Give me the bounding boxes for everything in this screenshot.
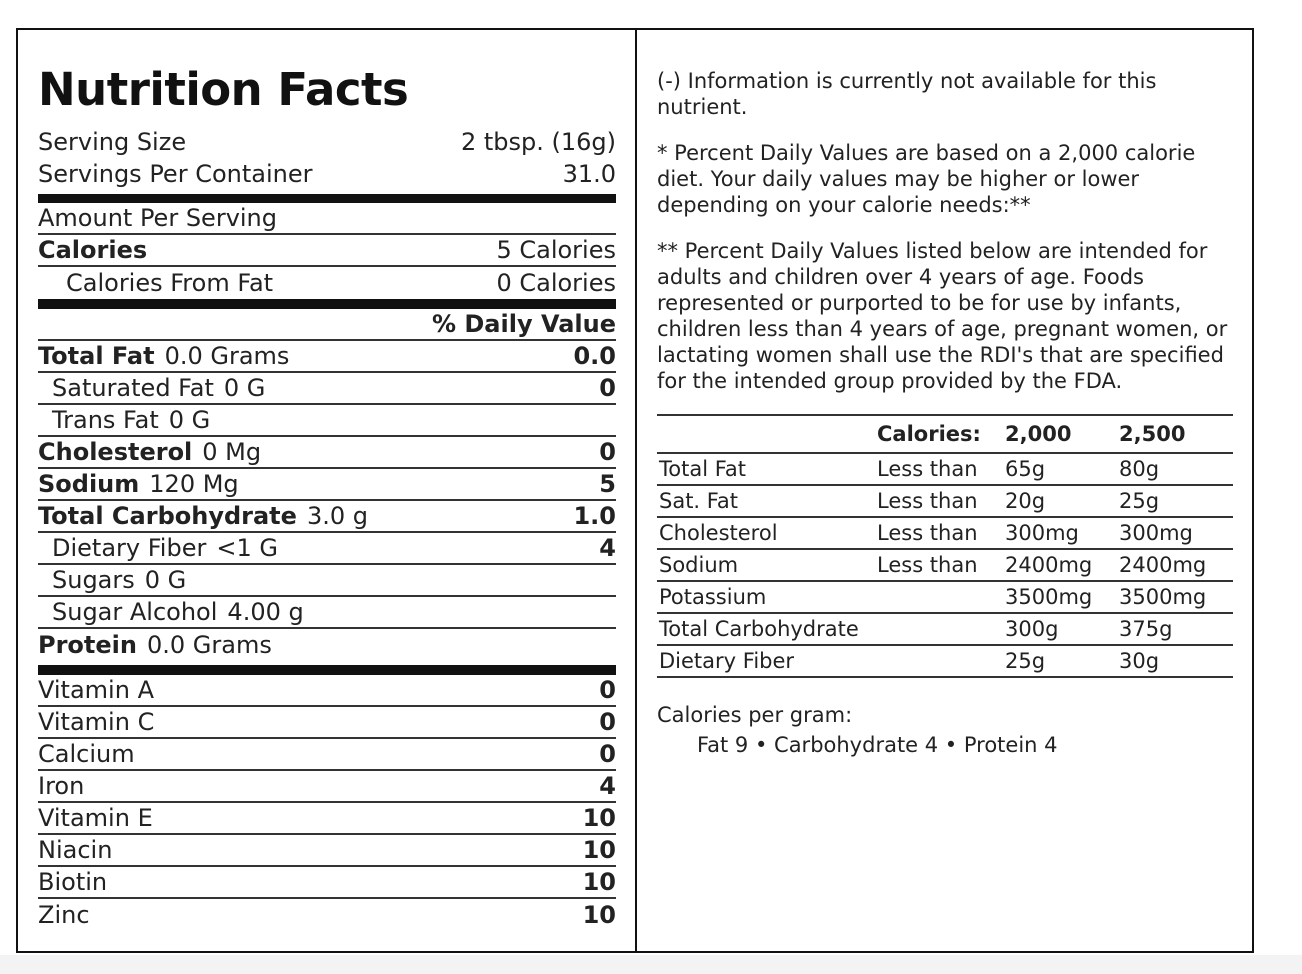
thick-separator [38,194,616,203]
nutrient-amount: 4.00 g [227,598,304,626]
vitamin-name: Vitamin E [38,804,153,832]
medium-separator [38,299,616,309]
nutrient-amount: 0 G [144,566,187,594]
medium-separator [38,665,616,675]
ref-value-2000: 300mg [1005,521,1079,545]
nutrient-name: Cholesterol [38,438,193,466]
vitamin-name: Biotin [38,868,108,896]
ref-qualifier: Less than [877,521,978,545]
nutrient-dv: 0 [599,374,616,402]
vitamin-name: Calcium [38,740,135,768]
ref-nutrient-name: Dietary Fiber [659,649,795,673]
nutrient-row [38,565,616,597]
reference-table-row [657,486,1233,518]
vitamin-dv: 10 [582,868,616,896]
vitamin-row [38,707,616,739]
nutrient-dv: 0.0 [573,342,616,370]
nutrient-amount: 0 Mg [202,438,262,466]
nutrient-row [38,629,616,661]
nutrient-row [38,597,616,629]
nutrient-amount: 120 Mg [149,470,239,498]
reference-table-row [657,454,1233,486]
ref-nutrient-name: Total Carbohydrate [659,617,859,641]
nutrient-name: Total Carbohydrate [38,502,297,530]
ref-value-2500: 80g [1119,457,1160,481]
reference-table-row [657,646,1233,678]
reference-table-row [657,550,1233,582]
vitamin-row [38,835,616,867]
vitamin-dv: 10 [582,804,616,832]
amount-per-serving-label: Amount Per Serving [38,204,278,232]
daily-values-reference-table [657,414,1233,678]
calories-value: 5 Calories [496,236,616,264]
vitamin-row [38,739,616,771]
note-rdi: ** Percent Daily Values listed below are intended for adults and children over 4 years of age. Foods represented or purported to be for use by infants, children less than 4 years of age, pregnant women, or lactating women shall use the RDI's that are specified for the intended group provided by the FDA. [657,239,1228,393]
vitamin-name: Iron [38,772,85,800]
calories-2000-header: 2,000 [1005,422,1072,446]
ref-value-2000: 25g [1005,649,1046,673]
vitamin-row [38,867,616,899]
amount-per-serving-row [38,203,616,235]
ref-value-2000: 300g [1005,617,1059,641]
nutrient-row [38,533,616,565]
ref-value-2000: 2400mg [1005,553,1093,577]
calories-per-gram-label: Calories per gram: [657,703,853,727]
nutrient-amount: <1 G [216,534,278,562]
nutrient-amount: 3.0 g [306,502,368,530]
daily-value-header: % Daily Value [431,310,616,338]
ref-value-2500: 25g [1119,489,1160,513]
page-bottom-strip [0,955,1302,974]
calories-header-label: Calories: [877,422,981,446]
nutrient-name: Total Fat [38,342,155,370]
nutrient-amount: 0 G [223,374,266,402]
ref-nutrient-name: Cholesterol [659,521,778,545]
ref-qualifier: Less than [877,489,978,513]
ref-nutrient-name: Potassium [659,585,767,609]
reference-table-row [657,518,1233,550]
ref-nutrient-name: Total Fat [659,457,746,481]
ref-value-2000: 3500mg [1005,585,1093,609]
nutrient-name: Trans Fat [52,406,159,434]
servings-per-container-label: Servings Per Container [38,160,313,188]
nutrient-name: Protein [38,631,137,659]
ref-nutrient-name: Sat. Fat [659,489,739,513]
calories-from-fat-row [38,267,616,299]
reference-table-row [657,582,1233,614]
center-divider [635,28,637,953]
serving-size-label: Serving Size [38,128,187,156]
nutrient-dv: 5 [599,470,616,498]
vitamin-name: Vitamin C [38,708,155,736]
vitamin-dv: 0 [599,708,616,736]
vitamin-name: Zinc [38,901,90,929]
reference-table-header [657,414,1233,454]
serving-size-row [38,126,616,158]
nutrient-dv: 0 [599,438,616,466]
nutrient-amount: 0 G [168,406,211,434]
vitamin-name: Niacin [38,836,113,864]
nutrient-row [38,405,616,437]
nutrient-row [38,341,616,373]
ref-value-2500: 375g [1119,617,1173,641]
daily-values-panel [657,68,1235,760]
vitamin-dv: 0 [599,676,616,704]
nutrient-dv: 1.0 [573,502,616,530]
nutrient-row [38,469,616,501]
nutrient-amount: 0.0 Grams [146,631,272,659]
nutrient-row [38,373,616,405]
vitamin-dv: 10 [582,836,616,864]
serving-size-value: 2 tbsp. (16g) [460,128,616,156]
ref-value-2500: 2400mg [1119,553,1207,577]
nutrient-name: Sugars [52,566,135,594]
vitamin-row [38,803,616,835]
vitamin-row [38,899,616,931]
vitamin-dv: 10 [582,901,616,929]
calories-per-gram [657,700,1235,760]
vitamin-row [38,771,616,803]
nutrition-facts-panel [38,60,616,931]
daily-value-header-row [38,309,616,341]
nutrient-row [38,501,616,533]
ref-value-2000: 20g [1005,489,1046,513]
nutrient-name: Sugar Alcohol [52,598,218,626]
ref-value-2500: 300mg [1119,521,1193,545]
ref-nutrient-name: Sodium [659,553,739,577]
nutrient-dv: 4 [599,534,616,562]
note-percent-daily-values: * Percent Daily Values are based on a 2,000 calorie diet. Your daily values may be higher or lower depending on your calorie needs:** [657,141,1196,217]
note-unavailable: (-) Information is currently not available for this nutrient. [657,69,1157,119]
vitamin-name: Vitamin A [38,676,154,704]
nutrition-facts-title: Nutrition Facts [38,63,409,116]
servings-per-container-row [38,158,616,190]
calories-from-fat-label: Calories From Fat [66,269,274,297]
ref-value-2000: 65g [1005,457,1046,481]
reference-table-row [657,614,1233,646]
ref-qualifier: Less than [877,553,978,577]
calories-from-fat-value: 0 Calories [496,269,616,297]
calories-label: Calories [38,236,148,264]
vitamin-dv: 0 [599,740,616,768]
calories-per-gram-values: Fat 9 • Carbohydrate 4 • Protein 4 [697,733,1058,757]
ref-qualifier: Less than [877,457,978,481]
vitamin-dv: 4 [599,772,616,800]
vitamin-row [38,675,616,707]
servings-per-container-value: 31.0 [562,160,616,188]
ref-value-2500: 3500mg [1119,585,1207,609]
nutrient-name: Dietary Fiber [52,534,207,562]
nutrient-name: Sodium [38,470,140,498]
ref-value-2500: 30g [1119,649,1160,673]
nutrient-name: Saturated Fat [52,374,214,402]
nutrient-row [38,437,616,469]
nutrient-amount: 0.0 Grams [164,342,290,370]
calories-row [38,235,616,267]
calories-2500-header: 2,500 [1119,422,1186,446]
